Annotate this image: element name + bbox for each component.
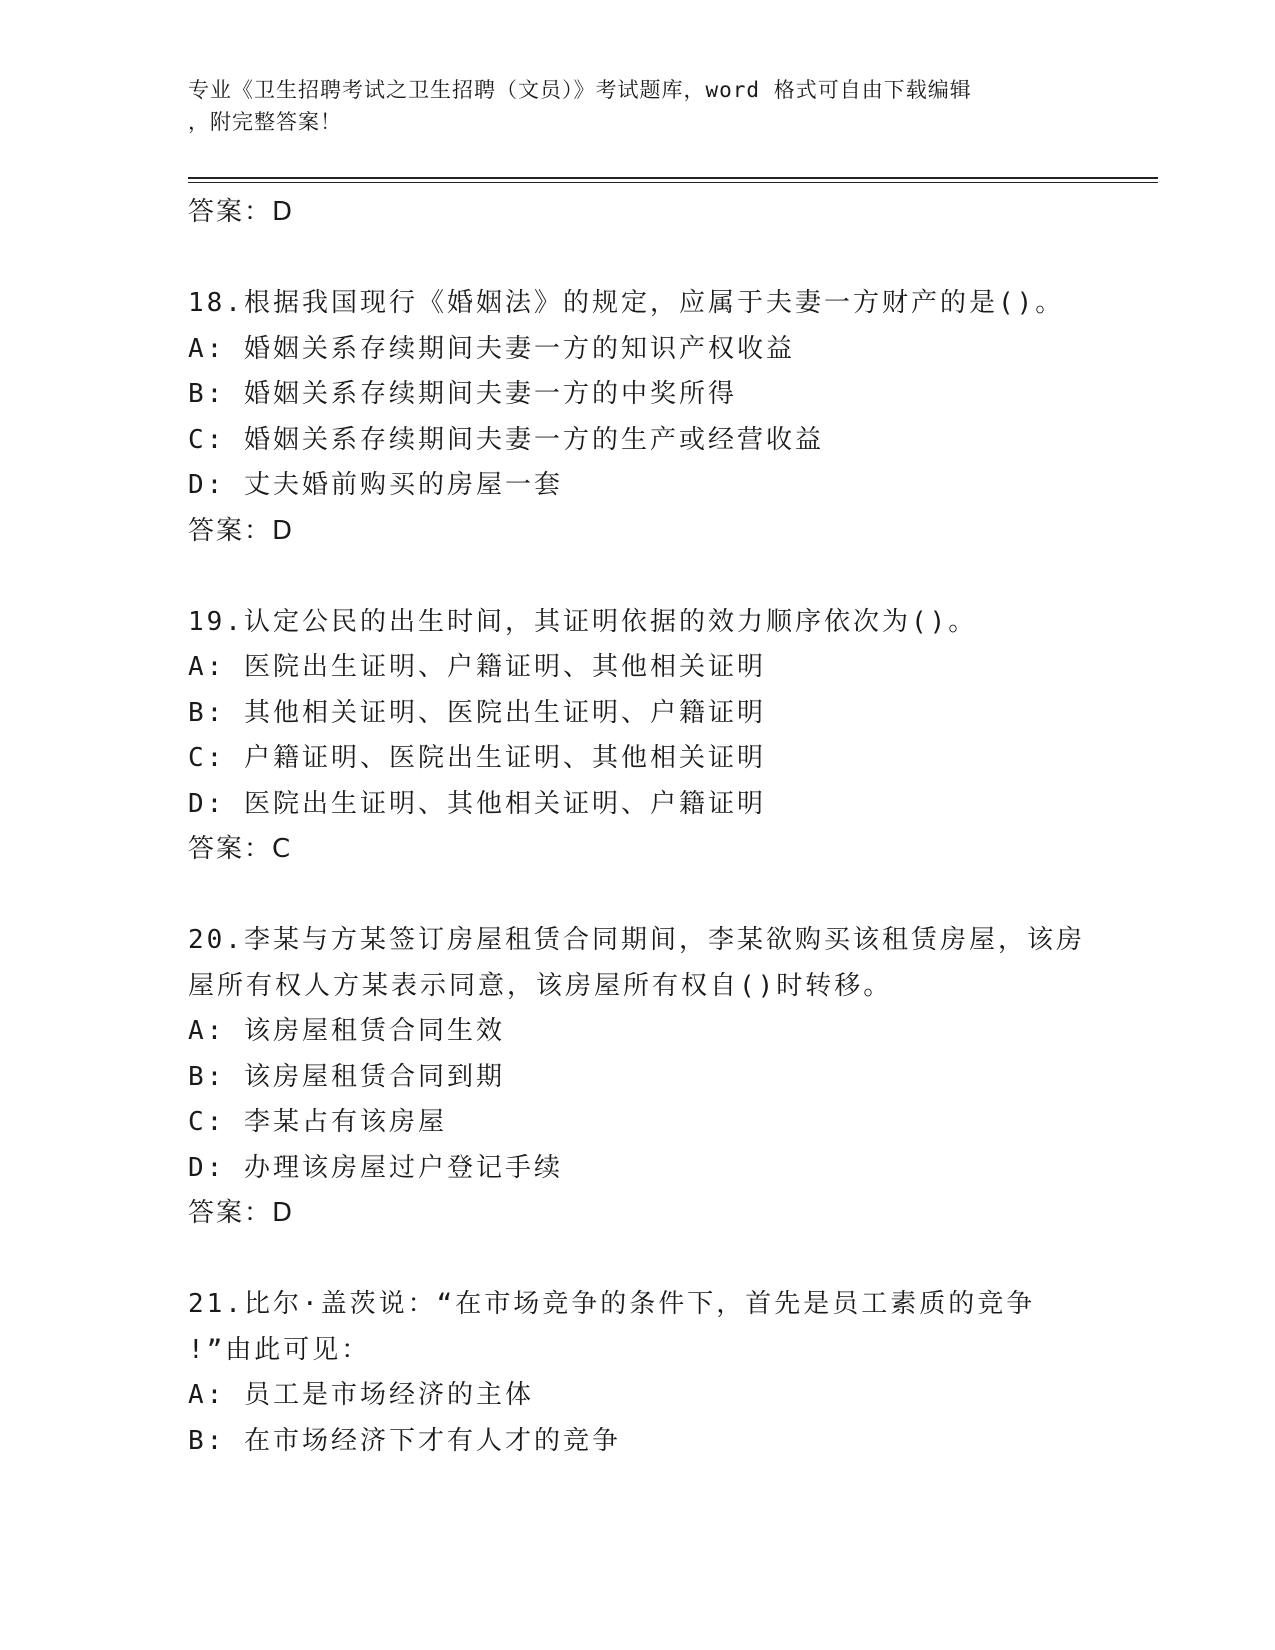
option-b: B: 在市场经济下才有人才的竞争 xyxy=(188,1425,621,1456)
question-18 xyxy=(188,281,1148,554)
header-rule-thick xyxy=(188,177,1158,179)
answer-line: 答案：D xyxy=(188,197,295,227)
question-19 xyxy=(188,600,1148,873)
document-header xyxy=(188,74,1088,138)
answer-line: 答案：D xyxy=(188,515,295,546)
header-rule-thin xyxy=(188,182,1158,183)
option-c: C: 婚姻关系存续期间夫妻一方的生产或经营收益 xyxy=(188,424,824,455)
answer-line: 答案：C xyxy=(188,834,293,864)
option-d: D: 办理该房屋过户登记手续 xyxy=(188,1152,563,1183)
question-stem: 19.认定公民的出生时间，其证明依据的效力顺序依次为()。 xyxy=(188,606,978,637)
option-a: A: 员工是市场经济的主体 xyxy=(188,1380,534,1410)
option-a: A: 医院出生证明、户籍证明、其他相关证明 xyxy=(188,652,766,682)
question-stem-continued: 屋所有权人方某表示同意，该房屋所有权自()时转移。 xyxy=(188,970,893,1001)
option-c: C: 李某占有该房屋 xyxy=(188,1107,447,1137)
option-d: D: 丈夫婚前购买的房屋一套 xyxy=(188,470,563,500)
option-b: B: 其他相关证明、医院出生证明、户籍证明 xyxy=(188,697,766,728)
option-b: B: 该房屋租赁合同到期 xyxy=(188,1061,505,1092)
question-stem-continued: !”由此可见： xyxy=(188,1334,371,1365)
header-line-1: 专业《卫生招聘考试之卫生招聘（文员）》考试题库，word 格式可自由下载编辑 xyxy=(188,78,972,102)
question-stem: 18.根据我国现行《婚姻法》的规定，应属于夫妻一方财产的是()。 xyxy=(188,288,1065,318)
question-20 xyxy=(188,918,1148,1237)
question-21 xyxy=(188,1282,1148,1464)
option-a: A: 该房屋租赁合同生效 xyxy=(188,1016,505,1046)
question-list xyxy=(188,190,1148,1464)
option-c: C: 户籍证明、医院出生证明、其他相关证明 xyxy=(188,743,766,773)
option-d: D: 医院出生证明、其他相关证明、户籍证明 xyxy=(188,788,766,819)
option-a: A: 婚姻关系存续期间夫妻一方的知识产权收益 xyxy=(188,333,795,364)
question-stem: 21.比尔·盖茨说：“在市场竞争的条件下，首先是员工素质的竞争 xyxy=(188,1289,1036,1319)
question-stem: 20.李某与方某签订房屋租赁合同期间，李某欲购买该租赁房屋，该房 xyxy=(188,925,1085,955)
answer-line: 答案：D xyxy=(188,1198,295,1228)
option-b: B: 婚姻关系存续期间夫妻一方的中奖所得 xyxy=(188,379,737,409)
header-line-2: ，附完整答案！ xyxy=(188,110,342,134)
